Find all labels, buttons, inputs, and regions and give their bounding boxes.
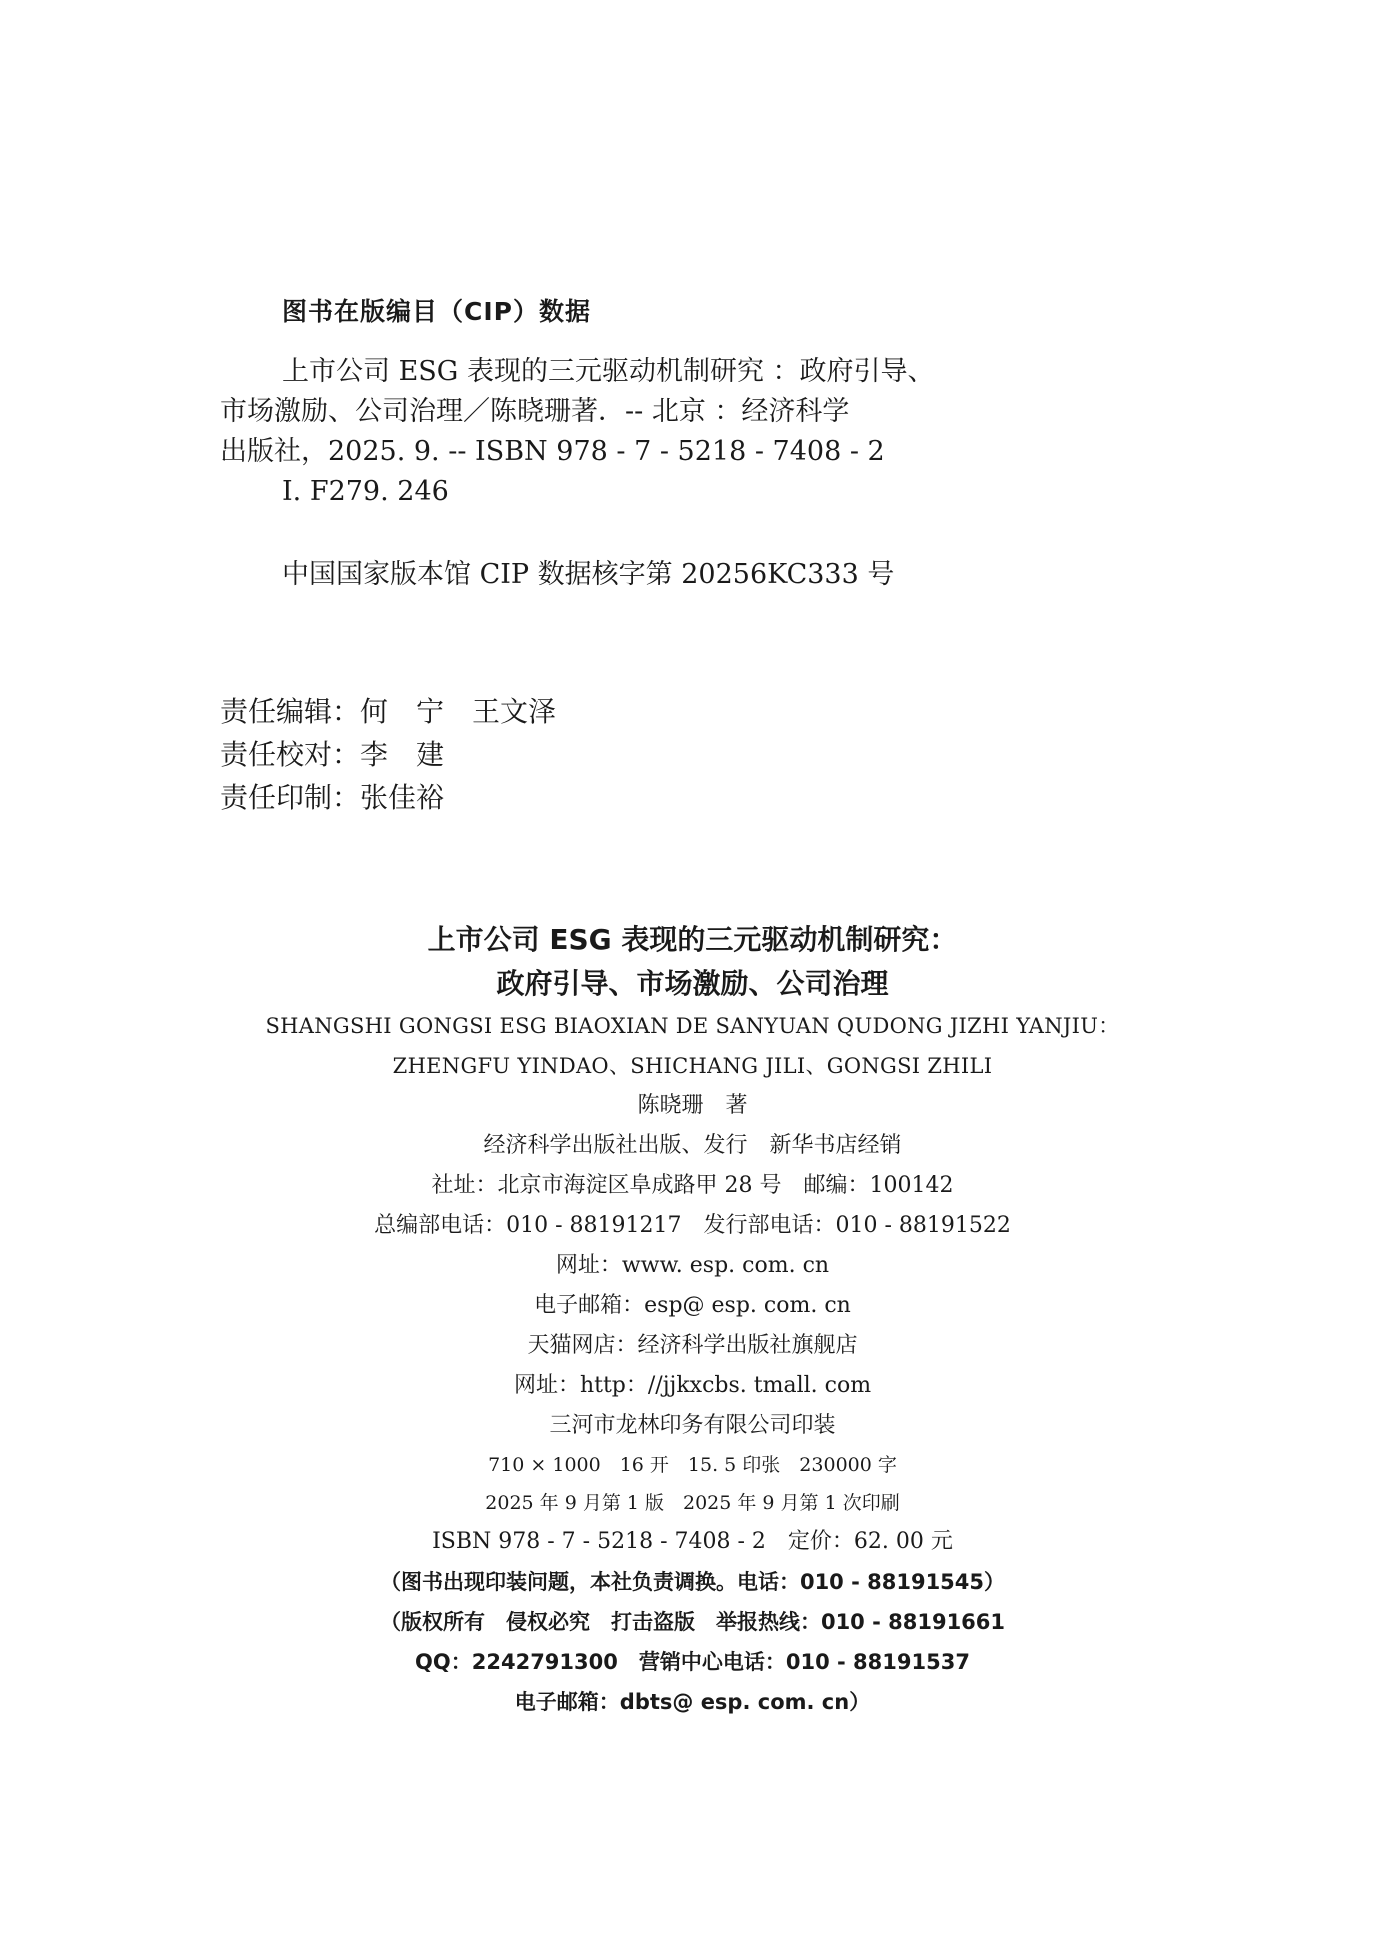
cip-line: 出版社，2025. 9. -- ISBN 978 - 7 - 5218 - 7408 - 2 xyxy=(220,436,885,467)
cip-heading: 图书在版编目（CIP）数据 xyxy=(282,297,591,326)
tmall-store: 天猫网店：经济科学出版社旗舰店 xyxy=(527,1333,858,1358)
printer: 三河市龙林印务有限公司印装 xyxy=(549,1413,836,1438)
colophon xyxy=(0,918,1385,1722)
pinyin-title-line2: ZHENGFU YINDAO、SHICHANG JILI、GONGSI ZHILI xyxy=(392,1054,993,1078)
publisher: 经济科学出版社出版、发行 新华书店经销 xyxy=(483,1133,902,1158)
book-title-line1: 上市公司 ESG 表现的三元驱动机制研究： xyxy=(427,923,958,956)
responsible-proofreader: 责任校对：李 建 xyxy=(220,738,445,771)
publisher-phones: 总编部电话：010 - 88191217 发行部电话：010 - 88191522 xyxy=(374,1213,1011,1238)
book-title-line2: 政府引导、市场激励、公司治理 xyxy=(496,967,889,1000)
isbn-price: ISBN 978 - 7 - 5218 - 7408 - 2 定价：62. 00 元 xyxy=(432,1529,953,1554)
cip-classification: Ⅰ. F279. 246 xyxy=(282,476,449,507)
responsible-printing: 责任印制：张佳裕 xyxy=(220,781,445,814)
tmall-url: 网址：http：//jjkxcbs. tmall. com xyxy=(513,1373,872,1398)
cip-data-number: 中国国家版本馆 CIP 数据核字第 20256KC333 号 xyxy=(282,559,895,590)
notice-print-issues: （图书出现印装问题，本社负责调换。电话：010 - 88191545） xyxy=(379,1570,1006,1594)
publisher-email: 电子邮箱：esp@ esp. com. cn xyxy=(534,1293,851,1318)
notice-copyright: （版权所有 侵权必究 打击盗版 举报热线：010 - 88191661 xyxy=(379,1610,1006,1634)
cip-record xyxy=(220,352,980,512)
staff-list xyxy=(220,690,556,819)
notice-qq-marketing: QQ：2242791300 营销中心电话：010 - 88191537 xyxy=(415,1650,970,1674)
edition-info: 2025 年 9 月第 1 版 2025 年 9 月第 1 次印刷 xyxy=(485,1492,900,1514)
notice-email: 电子邮箱：dbts@ esp. com. cn） xyxy=(514,1690,871,1714)
cip-line: 市场激励、公司治理／陈晓珊著．-- 北京 ：经济科学 xyxy=(220,396,850,427)
author: 陈晓珊 著 xyxy=(637,1093,748,1118)
publisher-website: 网址：www. esp. com. cn xyxy=(555,1253,830,1278)
pinyin-title-line1: SHANGSHI GONGSI ESG BIAOXIAN DE SANYUAN QUDONG JIZHI YANJIU： xyxy=(265,1014,1120,1038)
cip-line: 上市公司 ESG 表现的三元驱动机制研究 ：政府引导、 xyxy=(282,356,935,387)
print-specs: 710 × 1000 16 开 15. 5 印张 230000 字 xyxy=(488,1454,897,1476)
responsible-editor: 责任编辑：何 宁 王文泽 xyxy=(220,695,557,728)
publisher-address: 社址：北京市海淀区阜成路甲 28 号 邮编：100142 xyxy=(431,1173,954,1198)
